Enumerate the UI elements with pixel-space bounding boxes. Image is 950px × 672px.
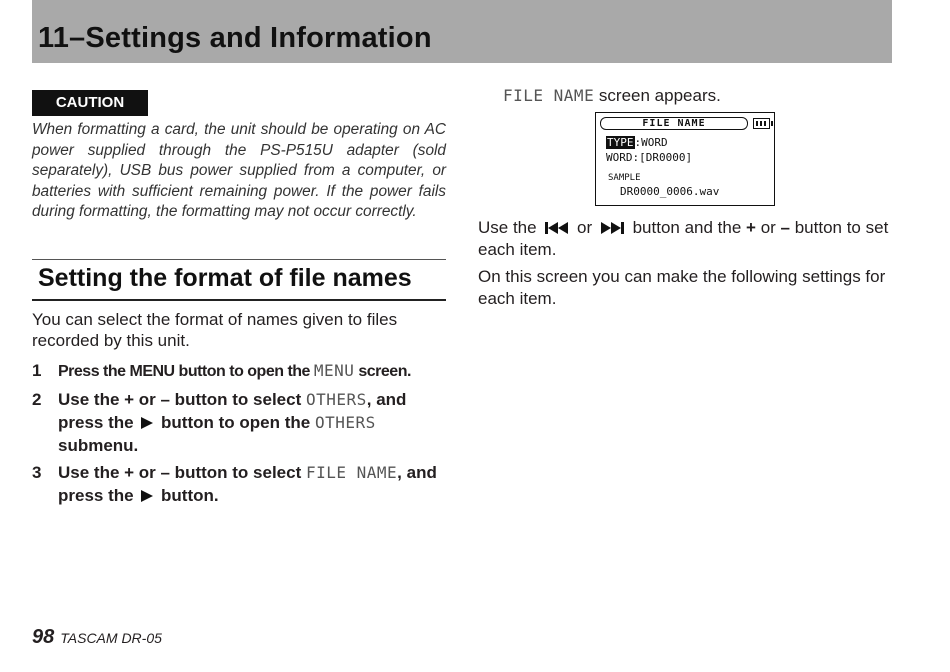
section-intro: You can select the format of names given to files recorded by this unit. xyxy=(32,310,398,350)
lcd-screen-illustration xyxy=(595,112,775,206)
text: or xyxy=(572,218,597,237)
lcd-type-value: :WORD xyxy=(634,136,668,149)
caption-text: screen appears. xyxy=(594,86,721,105)
step-text: button. xyxy=(156,486,219,505)
lcd-text: FILE NAME xyxy=(305,463,398,482)
step-number: 1 xyxy=(32,361,42,380)
caution-badge: CAUTION xyxy=(32,90,148,116)
caution-text: When formatting a card, the unit should be operating on AC power supplied through the PS-P515U adapter (sold separately), USB bus power supplied from a computer, or batteries with sufficient remaining power. If the power fails during formatting, the formatting may not occur correctly. xyxy=(32,121,446,221)
step-text: Press the MENU button to open the xyxy=(58,363,314,380)
step-text: screen. xyxy=(354,363,411,380)
step-text: Use the + or – button to select xyxy=(58,463,306,482)
lcd-word-value: :[DR0000] xyxy=(632,151,693,164)
step-2 xyxy=(32,388,446,457)
play-arrow-icon xyxy=(141,417,153,429)
lcd-sample-value: DR0000_0006.wav xyxy=(620,185,720,198)
battery-icon xyxy=(753,118,770,129)
step-number: 3 xyxy=(32,463,42,482)
lcd-word-row xyxy=(606,151,692,164)
lcd-word-label: WORD xyxy=(606,151,633,164)
text: or xyxy=(755,218,781,237)
text: button and the xyxy=(627,218,747,237)
section-rule-top xyxy=(32,259,446,260)
play-arrow-icon xyxy=(141,490,153,502)
settings-paragraph: On this screen you can make the following settings for each item. xyxy=(478,267,886,308)
step-text: button to open the xyxy=(156,413,315,432)
lcd-text: OTHERS xyxy=(305,390,367,409)
page-number: 98 xyxy=(32,626,55,648)
lcd-title: FILE NAME xyxy=(600,117,748,130)
skip-back-icon xyxy=(545,218,568,230)
step-1 xyxy=(32,359,446,383)
product-name: TASCAM DR-05 xyxy=(60,630,162,646)
step-text: Use the + or – button to select xyxy=(58,390,306,409)
page-title: 11–Settings and Information xyxy=(38,22,432,54)
text: button to set each item. xyxy=(478,218,889,259)
screen-caption xyxy=(503,86,721,106)
lcd-type-row xyxy=(606,136,668,149)
page-footer xyxy=(32,626,162,649)
lcd-sample-label: SAMPLE xyxy=(608,173,641,183)
text: Use the xyxy=(478,218,542,237)
lcd-text: FILE NAME xyxy=(503,86,595,105)
plus-symbol: + xyxy=(746,218,756,237)
lcd-type-label: TYPE xyxy=(607,136,634,149)
section-rule-bottom xyxy=(32,299,446,301)
minus-symbol: – xyxy=(780,218,790,237)
step-number: 2 xyxy=(32,390,42,409)
step-3 xyxy=(32,461,446,507)
step-text: submenu. xyxy=(58,436,139,455)
skip-forward-icon xyxy=(601,218,624,230)
step-text: , and press the xyxy=(58,463,437,505)
step-text: , and press the xyxy=(58,390,407,432)
instruction-paragraph xyxy=(478,217,892,261)
lcd-text: OTHERS xyxy=(314,413,376,432)
lcd-text: MENU xyxy=(313,361,355,380)
section-title: Setting the format of file names xyxy=(38,264,412,292)
